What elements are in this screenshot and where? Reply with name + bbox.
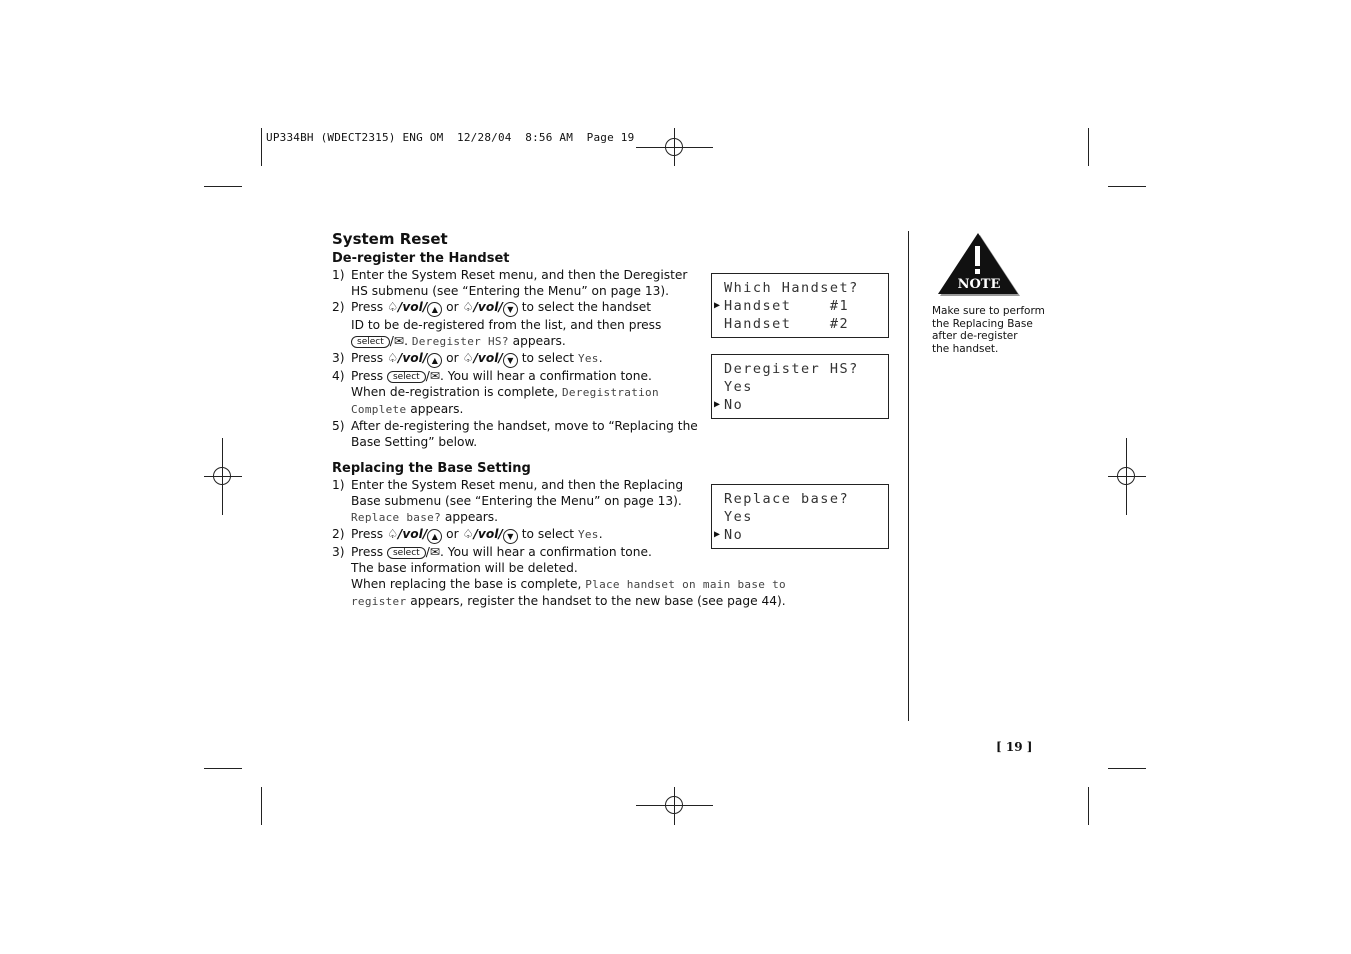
envelope-icon: ✉ — [429, 545, 441, 559]
ringer-down-icon: ♤ — [462, 300, 474, 314]
deregister-step-4: 4) Press select /✉. You will hear a confirmation tone. When de-registration is complete, Deregistration Complete appears. — [332, 369, 659, 416]
ringer-up-icon: ♤ — [386, 300, 398, 314]
up-arrow-icon: ▲ — [427, 302, 442, 317]
deregister-steps — [332, 267, 712, 450]
deregister-step-5: 5) After de-registering the handset, move to “Replacing the Base Setting” below. — [332, 419, 698, 449]
replacing-heading: Replacing the Base Setting — [332, 461, 531, 476]
page-title: System Reset — [332, 230, 448, 248]
down-arrow-icon: ▼ — [503, 302, 518, 317]
select-button-icon: select — [351, 336, 390, 348]
deregister-heading: De-register the Handset — [332, 251, 510, 266]
cursor-arrow-icon: ▶ — [714, 300, 722, 311]
down-arrow-icon: ▼ — [503, 353, 518, 368]
lcd-deregister-hs: Deregister HS? Yes ▶ No — [711, 354, 889, 419]
envelope-icon: ✉ — [429, 369, 441, 383]
select-button-icon: select — [387, 547, 426, 559]
ringer-down-icon: ♤ — [462, 351, 474, 365]
ringer-down-icon: ♤ — [462, 527, 474, 541]
up-arrow-icon: ▲ — [427, 353, 442, 368]
deregister-step-2: 2) Press ♤/vol/ ▲ or ♤/vol/ ▼ to select the handset ID to be de-registered from the list, and then press select /✉. Deregister HS? appears. — [332, 300, 662, 348]
up-arrow-icon: ▲ — [427, 529, 442, 544]
replacing-step-2: 2) Press ♤/vol/ ▲ or ♤/vol/ ▼ to select Yes. — [332, 526, 852, 544]
lcd-replace-base: Replace base? Yes ▶ No — [711, 484, 889, 549]
note-text: Make sure to perform the Replacing Base after de-register the handset. — [932, 305, 1045, 355]
print-slug: UP334BH (WDECT2315) ENG OM 12/28/04 8:56 AM Page 19 — [266, 131, 635, 144]
deregister-step-1: 1) Enter the System Reset menu, and then the Deregister HS submenu (see “Entering the Menu” on page 13). — [332, 268, 688, 298]
down-arrow-icon: ▼ — [503, 529, 518, 544]
replacing-step-1: 1) Enter the System Reset menu, and then the Replacing Base submenu (see “Entering the Menu” on page 13). Replace base? appears. — [332, 478, 684, 524]
replacing-step-3: 3) Press select /✉. You will hear a confirmation tone. The base information will be deleted. When replacing the base is complete, Place handset on main base to register appears, register the handset to the new base (see page 44). — [332, 545, 786, 608]
ringer-up-icon: ♤ — [386, 351, 398, 365]
cursor-arrow-icon: ▶ — [714, 529, 722, 540]
lcd-which-handset: Which Handset? ▶ Handset #1 Handset #2 — [711, 273, 889, 338]
ringer-up-icon: ♤ — [386, 527, 398, 541]
select-button-icon: select — [387, 371, 426, 383]
page-number: [ 19 ] — [996, 740, 1033, 754]
deregister-step-3: 3) Press ♤/vol/ ▲ or ♤/vol/ ▼ to select Yes. — [332, 350, 712, 368]
column-divider — [908, 231, 909, 721]
cursor-arrow-icon: ▶ — [714, 399, 722, 410]
note-label: NOTE — [957, 277, 1001, 292]
envelope-icon: ✉ — [393, 334, 405, 348]
warning-triangle-icon — [934, 232, 1022, 298]
